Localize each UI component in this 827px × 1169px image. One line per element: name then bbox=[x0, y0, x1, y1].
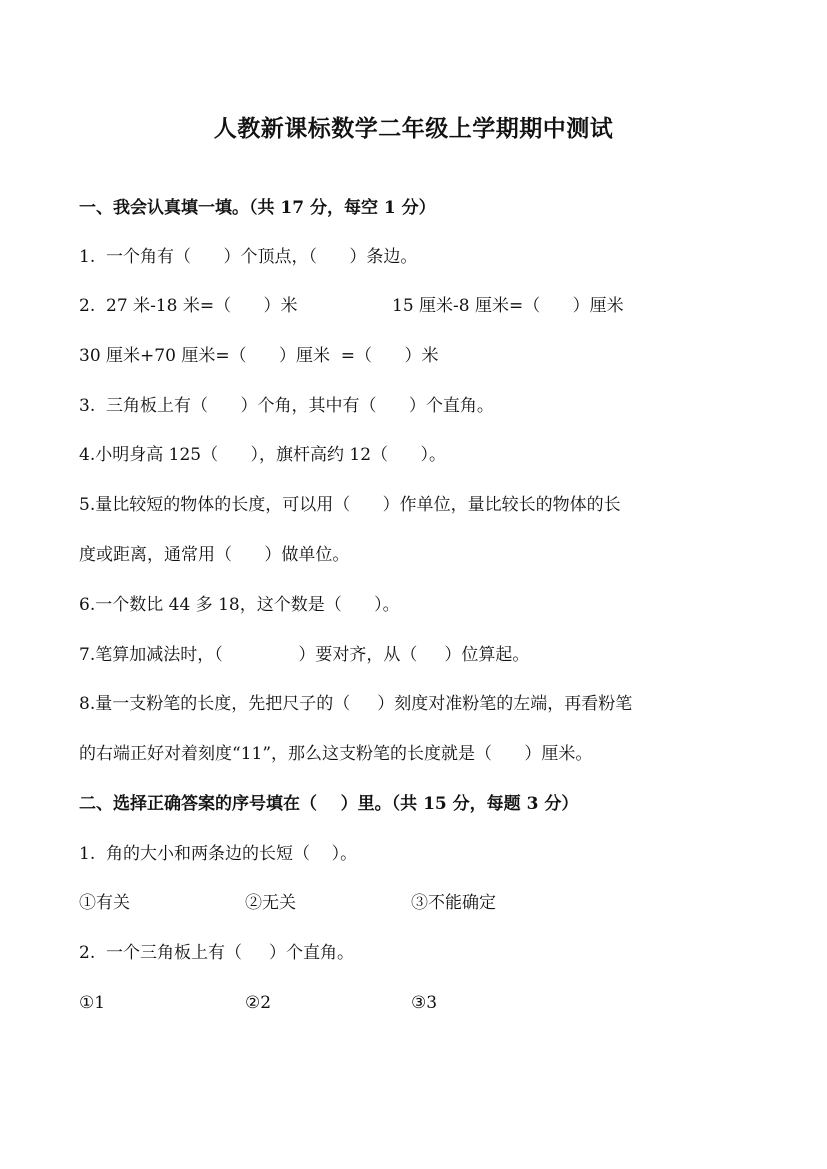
section1-heading: 一、我会认真填一填。（共 17 分，每空 1 分） bbox=[79, 198, 436, 218]
section2-q1-option-3: ③不能确定 bbox=[411, 893, 496, 913]
section1-question-7: 7.笔算加减法时，（ ）要对齐，从（ ）位算起。 bbox=[79, 645, 530, 665]
page-title: 人教新课标数学二年级上学期期中测试 bbox=[213, 115, 614, 142]
section1-question-1: 1. 一个角有（ ）个顶点，（ ）条边。 bbox=[79, 247, 418, 267]
section1-question-2c: 30 厘米+70 厘米=（ ）厘米 =（ ）米 bbox=[79, 346, 439, 366]
section2-q2-option-3: ③3 bbox=[411, 993, 438, 1013]
section1-question-5-line1: 5.量比较短的物体的长度，可以用（ ）作单位，量比较长的物体的长 bbox=[79, 495, 621, 515]
section2-q2-option-1: ①1 bbox=[79, 993, 106, 1013]
section1-question-8-line1: 8.量一支粉笔的长度，先把尺子的（ ）刻度对准粉笔的左端，再看粉笔 bbox=[79, 694, 633, 714]
section2-q1-option-2: ②无关 bbox=[245, 893, 296, 913]
section1-question-6: 6.一个数比 44 多 18，这个数是（ ）。 bbox=[79, 595, 400, 615]
section1-question-3: 3. 三角板上有（ ）个角，其中有（ ）个直角。 bbox=[79, 396, 494, 416]
section1-question-8-line2: 的右端正好对着刻度“11”，那么这支粉笔的长度就是（ ）厘米。 bbox=[79, 744, 593, 764]
section2-question-1: 1. 角的大小和两条边的长短（ ）。 bbox=[79, 844, 358, 864]
section2-q2-option-2: ②2 bbox=[245, 993, 272, 1013]
section2-question-2: 2. 一个三角板上有（ ）个直角。 bbox=[79, 943, 355, 963]
section2-q1-option-1: ①有关 bbox=[79, 893, 130, 913]
section1-question-5-line2: 度或距离，通常用（ ）做单位。 bbox=[79, 545, 350, 565]
section2-heading: 二、选择正确答案的序号填在（ ）里。（共 15 分，每题 3 分） bbox=[79, 794, 579, 814]
section1-question-2a: 2. 27 米-18 米=（ ）米 bbox=[79, 296, 298, 316]
section1-question-2b: 15 厘米-8 厘米=（ ）厘米 bbox=[392, 296, 624, 316]
section1-question-4: 4.小明身高 125（ ），旗杆高约 12（ ）。 bbox=[79, 445, 446, 465]
